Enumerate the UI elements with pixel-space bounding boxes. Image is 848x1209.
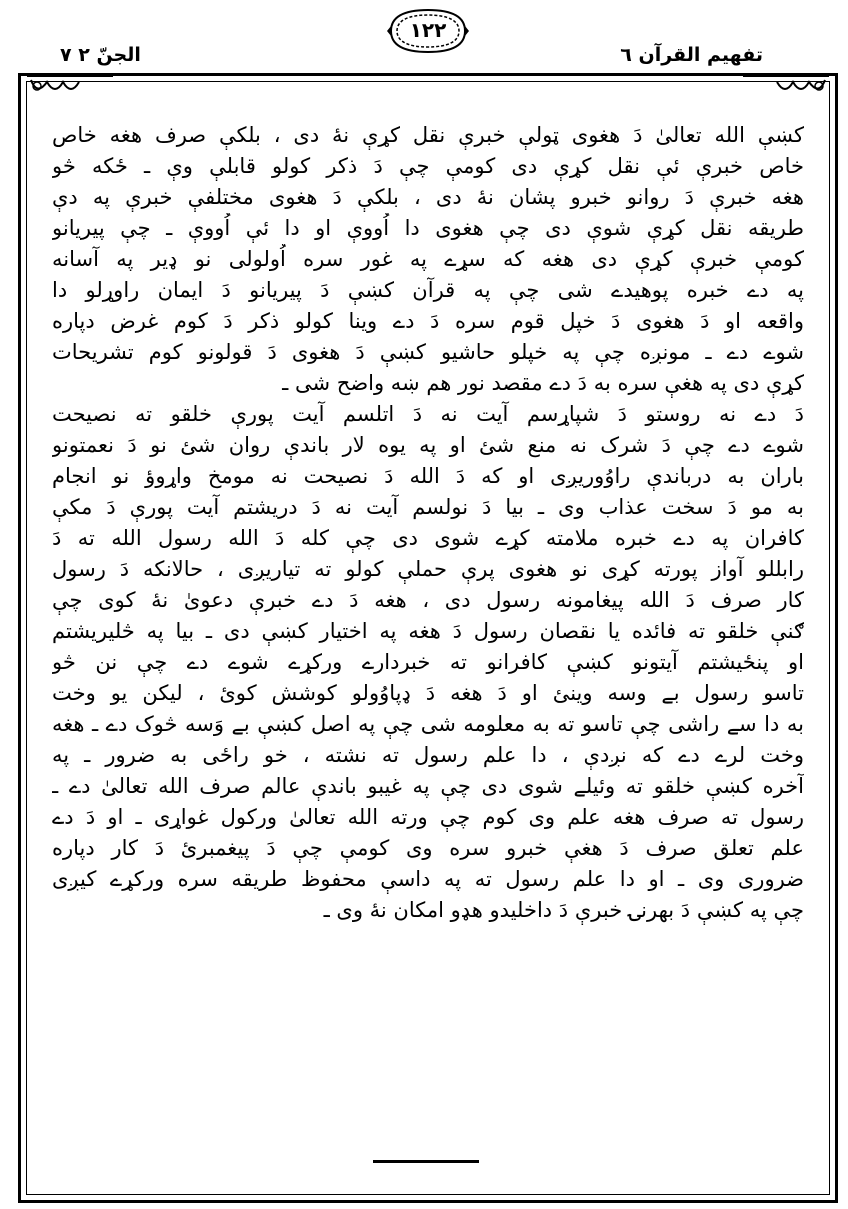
text-line: شوے دے ـ مونږه چې په خپلو حاشیو کښې دَ هغوی دَ قولونو کوم تشریحات	[52, 340, 804, 364]
text-line: رابللو آواز پورته کړی نو هغوی پرې حملې کولو ته تیاریږی ، حالانکه دَ رسول	[52, 557, 804, 581]
text-line: تاسو رسول بے وسه وینئ او دَ هغه دَ ډپاوُولو کوشش کوئ ، لیکن یو وخت	[52, 681, 804, 705]
border-ornament-right	[741, 74, 831, 102]
text-line: هغه خبرې دَ روانو خبرو پشان نۀ دی ، بلکې دَ هغوی مختلفې خبرې په دې	[52, 185, 804, 209]
page-number-ornament	[385, 6, 471, 56]
page-header	[0, 0, 848, 80]
paragraph-1	[52, 120, 804, 399]
text-line: به مو دَ سخت عذاب وی ـ بیا دَ نولسم آیت نه دَ دریشتم آیت پورې دَ مکې	[52, 495, 804, 519]
text-line: باران به درباندې راوُوریږی او که دَ الله دَ نصیحت نه مومخ واړوؤ نو انجام	[52, 464, 804, 488]
text-line: واقعه او دَ هغوی دَ خپل قوم سره دَ دے وینا کولو ذکر دَ کوم غرض دپاره	[52, 309, 804, 333]
end-rule-divider	[373, 1160, 479, 1163]
text-line: وخت لرے دے که نږدې ، دا علم رسول ته نشته ، خو راځی به ضرور ـ په	[52, 743, 804, 767]
text-line: کړې دی په هغې سره به دَ دے مقصد نور هم ښه واضح شی ـ	[282, 371, 804, 395]
text-line: کښې الله تعالیٰ دَ هغوی ټولې خبرې نقل کړې نۀ دی ، بلکې صرف هغه خاص	[52, 123, 804, 147]
text-line: دَ دے نه روستو دَ شپاړسم آیت نه دَ اتلسم آیت پورې خلقو ته نصیحت	[52, 402, 804, 426]
paragraph-2	[52, 399, 804, 926]
text-line: خاص خبرې ئې نقل کړې دی کومې چې دَ ذکر کولو قابلې وې ـ ځکه څو	[52, 154, 804, 178]
surah-reference: الجنّ ٢ ٧	[60, 44, 141, 66]
text-line: به دا سے راشی چې تاسو ته به معلومه شی چې په اصل کښې بے وَسه څوک دے ـ هغه	[52, 712, 804, 736]
text-line: شوے دے چې دَ شرک نه منع شئ او په یوه لار باندې روان شئ نو دَ نعمتونو	[52, 433, 804, 457]
text-line: رسول ته صرف هغه علم وی کوم چې ورته الله تعالیٰ ورکول غواړی ـ او دَ دے	[52, 805, 804, 829]
text-line: طریقه نقل کړې شوې دی چې هغوی دا اُووې او دا ئې اُووې ـ چې پیریانو	[52, 216, 804, 240]
text-line: چې په کښې دَ بهرنۍ خبرې دَ داخلیدو هډو امکان نۀ وی ـ	[323, 898, 804, 922]
text-line: په دے خبره پوهیدے شی چې په قرآن کښې دَ پیریانو دَ ایمان راوړلو دا	[52, 278, 804, 302]
text-line: کار صرف دَ الله پیغامونه رسول دی ، هغه دَ دے خبرې دعویٰ نۀ کوی چې	[52, 588, 804, 612]
text-line: ګنې خلقو ته فائده یا نقصان رسول دَ هغه په اختیار کښې دی ـ بیا په څلیریشتم	[52, 619, 804, 643]
text-line: ضروری وی ـ او دا علم رسول ته په داسې محفوظ طریقه سره ورکړے کیږی	[52, 867, 804, 891]
text-line: علم تعلق صرف دَ هغې خبرو سره وی کومې چې دَ پیغمبرئ دَ کار دپاره	[52, 836, 804, 860]
book-title: تفهیم القرآن ٦	[620, 44, 763, 66]
text-line: او پنځیشتم آیتونو کښې کافرانو ته خبردارے ورکړے شوے دے چې نن څو	[52, 650, 804, 674]
border-ornament-left	[25, 74, 115, 102]
page-number: ۱۲۲	[409, 18, 447, 42]
text-line: کافران په دے خبره ملامته کړے شوی دی چې کله دَ الله رسول الله ته دَ	[52, 526, 804, 550]
body-text	[52, 120, 804, 926]
text-line: کومې خبرې کړې دی هغه که سړے په غور سره اُولولی نو ډیر په آسانه	[52, 247, 804, 271]
text-line: آخره کښې خلقو ته وئیلے شوی دی چې په غیبو باندې عالم صرف الله تعالیٰ دے ـ	[52, 774, 804, 798]
